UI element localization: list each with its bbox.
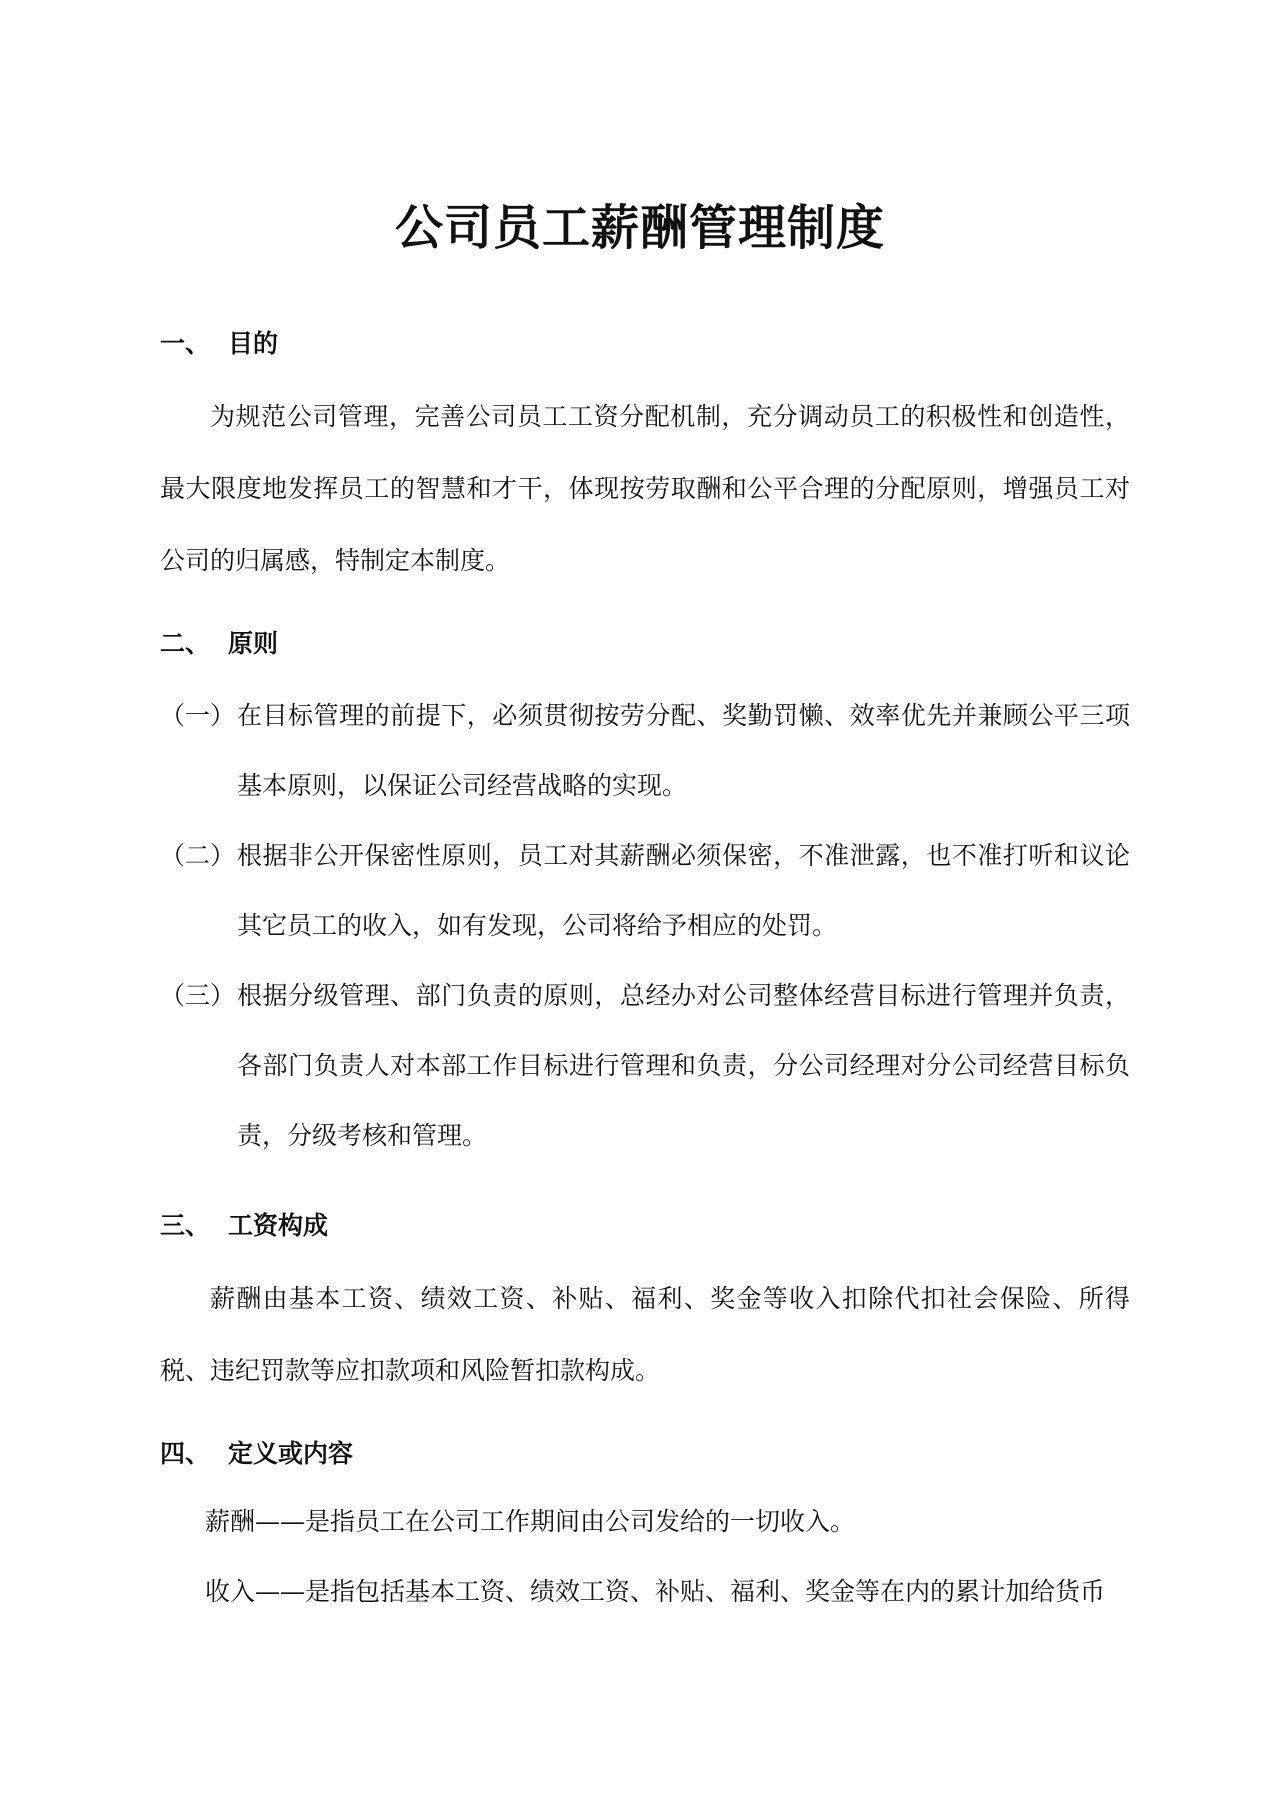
purpose-paragraph: 为规范公司管理，完善公司员工工资分配机制，充分调动员工的积极性和创造性，最大限度地发挥员工的智慧和才干，体现按劳取酬和公平合理的分配原则，增强员工对公司的归属感，特制定本制度。	[160, 402, 1130, 575]
principle-item-1	[160, 681, 1130, 821]
section-heading-salary-structure	[160, 1208, 328, 1244]
section-heading-principles	[160, 626, 278, 662]
section-heading-purpose	[160, 326, 278, 362]
definition-salary: 薪酬——是指员工在公司工作期间由公司发给的一切收入。	[205, 1507, 856, 1536]
principle-item-3	[160, 961, 1130, 1171]
principle-item-2	[160, 821, 1130, 961]
section-number: 一、	[160, 329, 211, 358]
item-marker: （一）	[160, 701, 236, 730]
section-title: 定义或内容	[228, 1439, 354, 1468]
item-text: 根据分级管理、部门负责的原则，总经办对公司整体经营目标进行管理并负责，各部门负责人对本部工作目标进行管理和负责，分公司经理对分公司经营目标负责，分级考核和管理。	[237, 981, 1130, 1150]
section-title: 工资构成	[228, 1211, 329, 1240]
section-number: 四、	[160, 1439, 211, 1468]
item-marker: （三）	[160, 981, 236, 1010]
item-text: 在目标管理的前提下，必须贯彻按劳分配、奖勤罚懒、效率优先并兼顾公平三项基本原则，以保证公司经营战略的实现。	[237, 701, 1130, 800]
section-number: 三、	[160, 1211, 211, 1240]
section-title: 目的	[228, 329, 279, 358]
definition-income: 收入——是指包括基本工资、绩效工资、补贴、福利、奖金等在内的累计加给货币	[205, 1577, 1106, 1606]
section-heading-definitions	[160, 1436, 353, 1472]
document-title: 公司员工薪酬管理制度	[394, 200, 885, 256]
item-marker: （二）	[160, 841, 236, 870]
section-title: 原则	[228, 629, 279, 658]
salary-structure-paragraph: 薪酬由基本工资、绩效工资、补贴、福利、奖金等收入扣除代扣社会保险、所得税、违纪罚款等应扣款项和风险暂扣款构成。	[160, 1284, 1130, 1385]
section-number: 二、	[160, 629, 211, 658]
item-text: 根据非公开保密性原则，员工对其薪酬必须保密，不准泄露，也不准打听和议论其它员工的收入，如有发现，公司将给予相应的处罚。	[237, 841, 1130, 940]
